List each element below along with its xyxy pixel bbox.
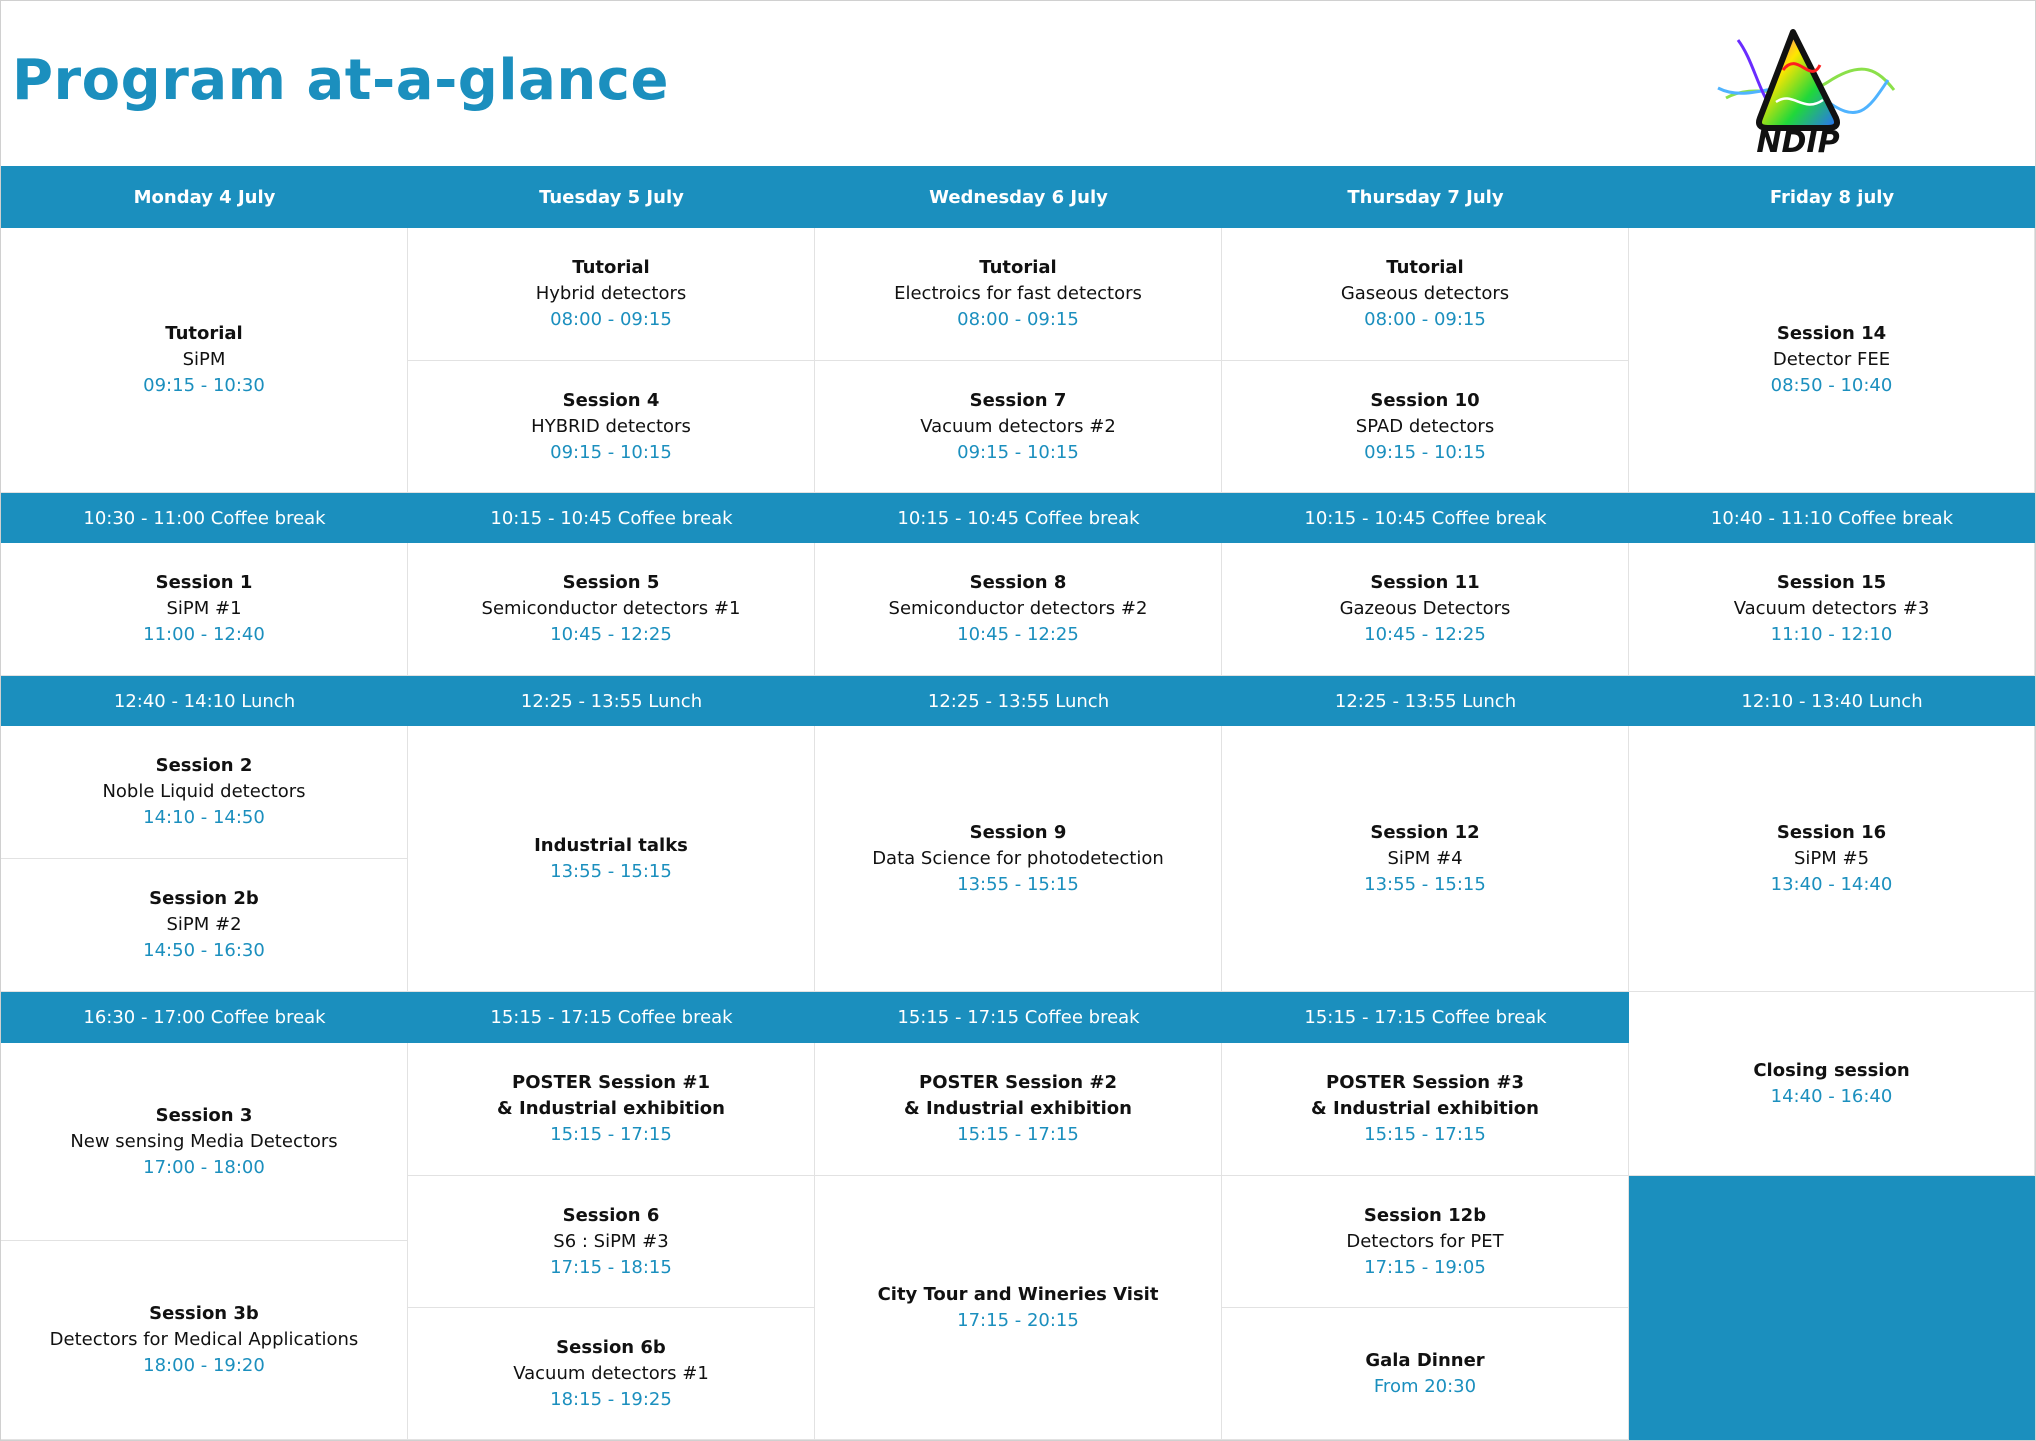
lunch-break-thu: 12:25 - 13:55 Lunch: [1222, 676, 1629, 726]
lunch-break-mon: 12:40 - 14:10 Lunch: [1, 676, 408, 726]
session-time: 13:55 - 15:15: [550, 860, 672, 882]
session-time: 18:15 - 19:25: [550, 1388, 672, 1410]
coffee-break-mon-2: 16:30 - 17:00 Coffee break: [1, 992, 408, 1043]
coffee-break-mon-1: 10:30 - 11:00 Coffee break: [1, 493, 408, 543]
session-time: 13:40 - 14:40: [1770, 873, 1893, 895]
schedule-grid: [1, 166, 2035, 1440]
coffee-break-fri-1: 10:40 - 11:10 Coffee break: [1629, 493, 2035, 543]
session-tue-poster: [408, 1043, 815, 1176]
coffee-break-wed-1: 10:15 - 10:45 Coffee break: [815, 493, 1222, 543]
session-time: 10:45 - 12:25: [550, 624, 672, 645]
page-title: Program at-a-glance: [12, 48, 669, 113]
session-tue-6b: [408, 1308, 815, 1440]
session-time: 11:10 - 12:10: [1770, 624, 1893, 645]
session-subtitle: SiPM: [182, 349, 226, 370]
session-subtitle: Gazeous Detectors: [1339, 598, 1511, 619]
session-title: Session 4: [562, 389, 660, 411]
session-subtitle: Gaseous detectors: [1340, 283, 1510, 304]
session-time: 15:15 - 17:15: [957, 1124, 1079, 1145]
session-title-line2: & Industrial exhibition: [1311, 1098, 1539, 1119]
session-time: 09:15 - 10:15: [957, 441, 1079, 463]
session-title: Session 1: [155, 572, 253, 593]
session-time: 18:00 - 19:20: [143, 1355, 265, 1376]
session-time: 11:00 - 12:40: [143, 624, 265, 645]
session-time: 09:15 - 10:15: [550, 441, 672, 463]
session-fri-closing: [1629, 992, 2035, 1176]
session-subtitle: Vacuum detectors #1: [513, 1362, 709, 1384]
session-mon-2: [1, 726, 408, 859]
session-title-line2: & Industrial exhibition: [497, 1098, 725, 1119]
session-title: Session 6b: [556, 1336, 666, 1358]
session-subtitle: Semiconductor detectors #2: [888, 598, 1148, 619]
session-time: 17:15 - 19:05: [1364, 1256, 1486, 1278]
session-subtitle: Hybrid detectors: [535, 283, 687, 304]
session-time: 08:00 - 09:15: [1364, 309, 1486, 330]
session-title: Session 3: [155, 1104, 253, 1126]
session-title: Tutorial: [165, 323, 243, 344]
session-title: Gala Dinner: [1365, 1349, 1485, 1371]
day-header-friday: Friday 8 july: [1629, 166, 2035, 228]
session-thu-11: [1222, 543, 1629, 676]
session-time: 17:15 - 20:15: [957, 1309, 1079, 1331]
ndip-logo: [1698, 10, 1898, 158]
coffee-break-tue-2: 15:15 - 17:15 Coffee break: [408, 992, 815, 1043]
session-time: 08:00 - 09:15: [550, 309, 672, 330]
session-thu-gala: [1222, 1308, 1629, 1440]
session-wed-9: [815, 726, 1222, 992]
session-time: 10:45 - 12:25: [957, 624, 1079, 645]
ndip-logo-icon: [1698, 10, 1898, 158]
session-title: Session 8: [969, 572, 1067, 593]
session-fri-15: [1629, 543, 2035, 676]
session-subtitle: SiPM #5: [1793, 847, 1870, 869]
session-wed-8: [815, 543, 1222, 676]
session-subtitle: Electroics for fast detectors: [894, 283, 1142, 304]
coffee-break-tue-1: 10:15 - 10:45 Coffee break: [408, 493, 815, 543]
session-time: 17:15 - 18:15: [550, 1256, 672, 1278]
session-time: 10:45 - 12:25: [1364, 624, 1486, 645]
session-title: Closing session: [1753, 1059, 1910, 1081]
session-title: POSTER Session #1: [512, 1072, 710, 1093]
session-time: 14:50 - 16:30: [143, 940, 265, 961]
session-title: Session 3b: [149, 1303, 259, 1324]
session-time: From 20:30: [1373, 1375, 1477, 1397]
session-thu-12b: [1222, 1176, 1629, 1308]
session-time: 09:15 - 10:30: [143, 375, 265, 396]
coffee-break-thu-1: 10:15 - 10:45 Coffee break: [1222, 493, 1629, 543]
session-subtitle: SiPM #1: [166, 598, 242, 619]
session-mon-3b: [1, 1241, 408, 1440]
session-title: Industrial talks: [534, 834, 688, 856]
session-subtitle: SPAD detectors: [1355, 415, 1495, 437]
session-title: Session 10: [1370, 389, 1480, 411]
day-header-wednesday: Wednesday 6 July: [815, 166, 1222, 228]
session-title: Session 11: [1370, 572, 1480, 593]
session-time: 09:15 - 10:15: [1364, 441, 1486, 463]
session-title: Session 15: [1776, 572, 1887, 593]
session-time: 08:00 - 09:15: [957, 309, 1079, 330]
session-mon-2b: [1, 859, 408, 992]
session-time: 17:00 - 18:00: [143, 1156, 265, 1178]
session-title: Tutorial: [1386, 257, 1464, 278]
session-subtitle: Detectors for PET: [1346, 1230, 1504, 1252]
session-time: 08:50 - 10:40: [1770, 375, 1893, 396]
session-subtitle: Detectors for Medical Applications: [49, 1329, 359, 1350]
lunch-break-fri: 12:10 - 13:40 Lunch: [1629, 676, 2035, 726]
session-thu-10: [1222, 361, 1629, 493]
lunch-break-wed: 12:25 - 13:55 Lunch: [815, 676, 1222, 726]
session-title-line2: & Industrial exhibition: [904, 1098, 1132, 1119]
session-title: POSTER Session #2: [919, 1072, 1117, 1093]
logo-text: NDIP: [1756, 125, 1840, 158]
session-title: Session 6: [562, 1204, 660, 1226]
session-title: Session 14: [1776, 323, 1887, 344]
session-subtitle: Vacuum detectors #2: [920, 415, 1116, 437]
session-wed-poster: [815, 1043, 1222, 1176]
session-mon-3: [1, 1043, 408, 1241]
lunch-break-tue: 12:25 - 13:55 Lunch: [408, 676, 815, 726]
session-mon-1: [1, 543, 408, 676]
day-header-tuesday: Tuesday 5 July: [408, 166, 815, 228]
session-title: Session 9: [969, 821, 1067, 843]
session-tue-6: [408, 1176, 815, 1308]
session-thu-tutorial: [1222, 228, 1629, 361]
session-thu-poster: [1222, 1043, 1629, 1176]
session-subtitle: New sensing Media Detectors: [70, 1130, 338, 1152]
session-fri-16: [1629, 726, 2035, 992]
session-title: Tutorial: [572, 257, 650, 278]
session-time: 14:10 - 14:50: [143, 807, 265, 828]
session-subtitle: S6 : SiPM #3: [553, 1230, 669, 1252]
coffee-break-wed-2: 15:15 - 17:15 Coffee break: [815, 992, 1222, 1043]
session-subtitle: Semiconductor detectors #1: [481, 598, 741, 619]
session-wed-7: [815, 361, 1222, 493]
session-tue-5: [408, 543, 815, 676]
session-title: Session 5: [562, 572, 660, 593]
session-subtitle: SiPM #2: [166, 914, 242, 935]
session-title: Session 12b: [1363, 1204, 1487, 1226]
session-subtitle: Data Science for photodetection: [872, 847, 1164, 869]
session-tue-4: [408, 361, 815, 493]
session-subtitle: HYBRID detectors: [531, 415, 691, 437]
day-header-thursday: Thursday 7 July: [1222, 166, 1629, 228]
session-time: 13:55 - 15:15: [1364, 873, 1486, 895]
session-title: Session 2: [155, 755, 253, 776]
session-title: Session 7: [969, 389, 1067, 411]
session-title: Tutorial: [979, 257, 1057, 278]
session-time: 14:40 - 16:40: [1770, 1085, 1893, 1107]
session-time: 15:15 - 17:15: [1364, 1124, 1486, 1145]
session-thu-12: [1222, 726, 1629, 992]
session-time: 13:55 - 15:15: [957, 873, 1079, 895]
session-title: City Tour and Wineries Visit: [877, 1283, 1159, 1305]
session-tue-tutorial: [408, 228, 815, 361]
session-wed-city-tour: [815, 1176, 1222, 1440]
session-tue-industrial: [408, 726, 815, 992]
session-subtitle: SiPM #4: [1387, 847, 1463, 869]
session-title: Session 12: [1370, 821, 1480, 843]
session-mon-tutorial: [1, 228, 408, 493]
day-header-monday: Monday 4 July: [1, 166, 408, 228]
session-title: POSTER Session #3: [1326, 1072, 1524, 1093]
session-time: 15:15 - 17:15: [550, 1124, 672, 1145]
session-title: Session 16: [1776, 821, 1887, 843]
coffee-break-thu-2: 15:15 - 17:15 Coffee break: [1222, 992, 1629, 1043]
session-subtitle: Noble Liquid detectors: [102, 781, 306, 802]
session-subtitle: Vacuum detectors #3: [1733, 598, 1930, 619]
session-title: Session 2b: [149, 888, 259, 909]
session-subtitle: Detector FEE: [1772, 349, 1891, 370]
session-wed-tutorial: [815, 228, 1222, 361]
session-fri-14: [1629, 228, 2035, 493]
friday-end-block: [1629, 1176, 2035, 1440]
